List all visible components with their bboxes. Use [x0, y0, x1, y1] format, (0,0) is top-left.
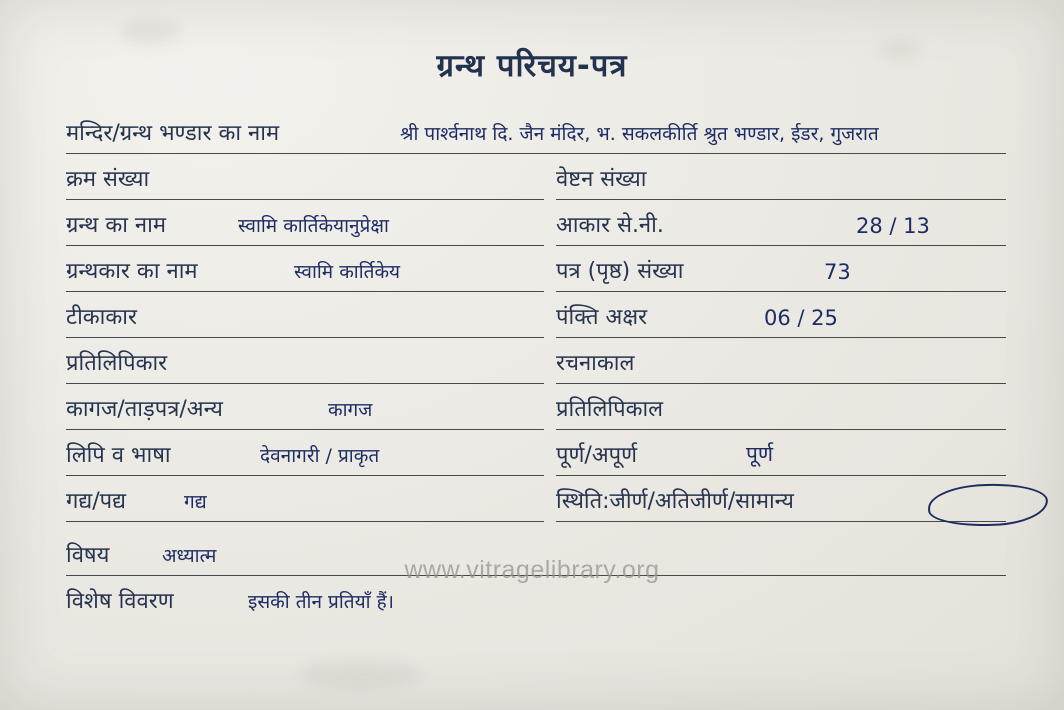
field-label-condition: स्थिति:जीर्ण/अतिजीर्ण/सामान्य: [556, 489, 794, 514]
field-underline: [556, 429, 1006, 430]
field-label-copy-date: प्रतिलिपिकाल: [556, 397, 664, 422]
field-page-count: [556, 248, 1006, 292]
field-underline: [66, 199, 544, 200]
field-label-author: ग्रन्थकार का नाम: [66, 259, 198, 284]
field-script-language: [66, 432, 544, 476]
field-label-completeness: पूर्ण/अपूर्ण: [556, 443, 638, 468]
field-underline: [556, 475, 1006, 476]
field-label-copyist: प्रतिलिपिकार: [66, 351, 168, 376]
field-underline: [556, 383, 1006, 384]
field-underline: [66, 153, 1006, 154]
field-underline: [66, 575, 1006, 576]
field-row-remarks: [66, 578, 1006, 624]
field-label-remarks: विशेष विवरण: [66, 589, 174, 614]
paper-blemish: [300, 660, 420, 690]
field-label-prose-verse: गद्य/पद्य: [66, 489, 127, 514]
field-underline: [556, 291, 1006, 292]
field-wrapper-number: [556, 156, 1006, 200]
field-value-material: कागज: [328, 399, 373, 421]
field-value-temple: श्री पार्श्वनाथ दि. जैन मंदिर, भ. सकलकीर्ति श्रुत भण्डार, ईडर, गुजरात: [400, 123, 879, 145]
field-commentator: [66, 294, 544, 338]
field-underline: [66, 383, 544, 384]
paper-blemish: [120, 18, 180, 44]
field-serial-number: [66, 156, 544, 200]
field-copyist: [66, 340, 544, 384]
field-label-subject: विषय: [66, 543, 110, 568]
field-label-commentator: टीकाकार: [66, 305, 137, 330]
field-row-prose-verse: [66, 478, 1006, 524]
field-row-commentator: [66, 294, 1006, 340]
field-material: [66, 386, 544, 430]
field-value-author: स्वामि कार्तिकेय: [294, 261, 401, 283]
field-underline: [66, 245, 544, 246]
field-composition-date: [556, 340, 1006, 384]
field-label-size: आकार से.नी.: [556, 213, 664, 238]
field-underline: [66, 475, 544, 476]
field-subject: [66, 532, 1006, 576]
field-condition: [556, 478, 1006, 522]
field-size: [556, 202, 1006, 246]
field-value-completeness: पूर्ण: [746, 442, 774, 466]
field-value-prose-verse: गद्य: [184, 491, 207, 513]
field-row-granth-name: [66, 202, 1006, 248]
field-label-page-count: पत्र (पृष्ठ) संख्या: [556, 259, 684, 284]
watermark: www.vitragelibrary.org: [404, 556, 660, 584]
field-label-serial-number: क्रम संख्या: [66, 167, 150, 192]
field-underline: [556, 245, 1006, 246]
field-label-composition-date: रचनाकाल: [556, 351, 635, 376]
field-underline: [556, 337, 1006, 338]
field-underline: [66, 521, 544, 522]
field-value-granth-name: स्वामि कार्तिकेयानुप्रेक्षा: [238, 215, 389, 237]
field-value-remarks: इसकी तीन प्रतियाँ हैं।: [248, 591, 394, 613]
field-granth-name: [66, 202, 544, 246]
field-copy-date: [556, 386, 1006, 430]
field-row-author: [66, 248, 1006, 294]
field-underline: [556, 199, 1006, 200]
field-prose-verse: [66, 478, 544, 522]
field-label-temple: मन्दिर/ग्रन्थ भण्डार का नाम: [66, 121, 280, 146]
field-row-serial: [66, 156, 1006, 202]
field-temple: [66, 110, 1006, 154]
field-label-material: कागज/ताड़पत्र/अन्य: [66, 397, 223, 422]
field-row-temple: [66, 110, 1006, 156]
field-row-script: [66, 432, 1006, 478]
field-author: [66, 248, 544, 292]
field-lines-letters: [556, 294, 1006, 338]
field-value-subject: अध्यात्म: [162, 545, 217, 567]
field-label-granth-name: ग्रन्थ का नाम: [66, 213, 166, 238]
field-completeness: [556, 432, 1006, 476]
field-value-lines-letters: 06 / 25: [764, 306, 838, 330]
field-row-copyist: [66, 340, 1006, 386]
field-underline: [66, 291, 544, 292]
page-title: ग्रन्थ परिचय-पत्र: [436, 48, 628, 84]
field-row-material: [66, 386, 1006, 432]
field-row-subject: [66, 532, 1006, 578]
field-underline: [66, 429, 544, 430]
field-value-script-language: देवनागरी / प्राकृत: [260, 445, 380, 467]
field-label-script-language: लिपि व भाषा: [66, 443, 171, 468]
field-remarks: [66, 578, 1006, 622]
field-underline: [556, 521, 1006, 522]
field-label-wrapper-number: वेष्टन संख्या: [556, 167, 647, 192]
field-value-size: 28 / 13: [856, 214, 930, 238]
field-value-page-count: 73: [824, 260, 851, 284]
field-underline: [66, 337, 544, 338]
field-label-lines-letters: पंक्ति अक्षर: [556, 305, 648, 330]
